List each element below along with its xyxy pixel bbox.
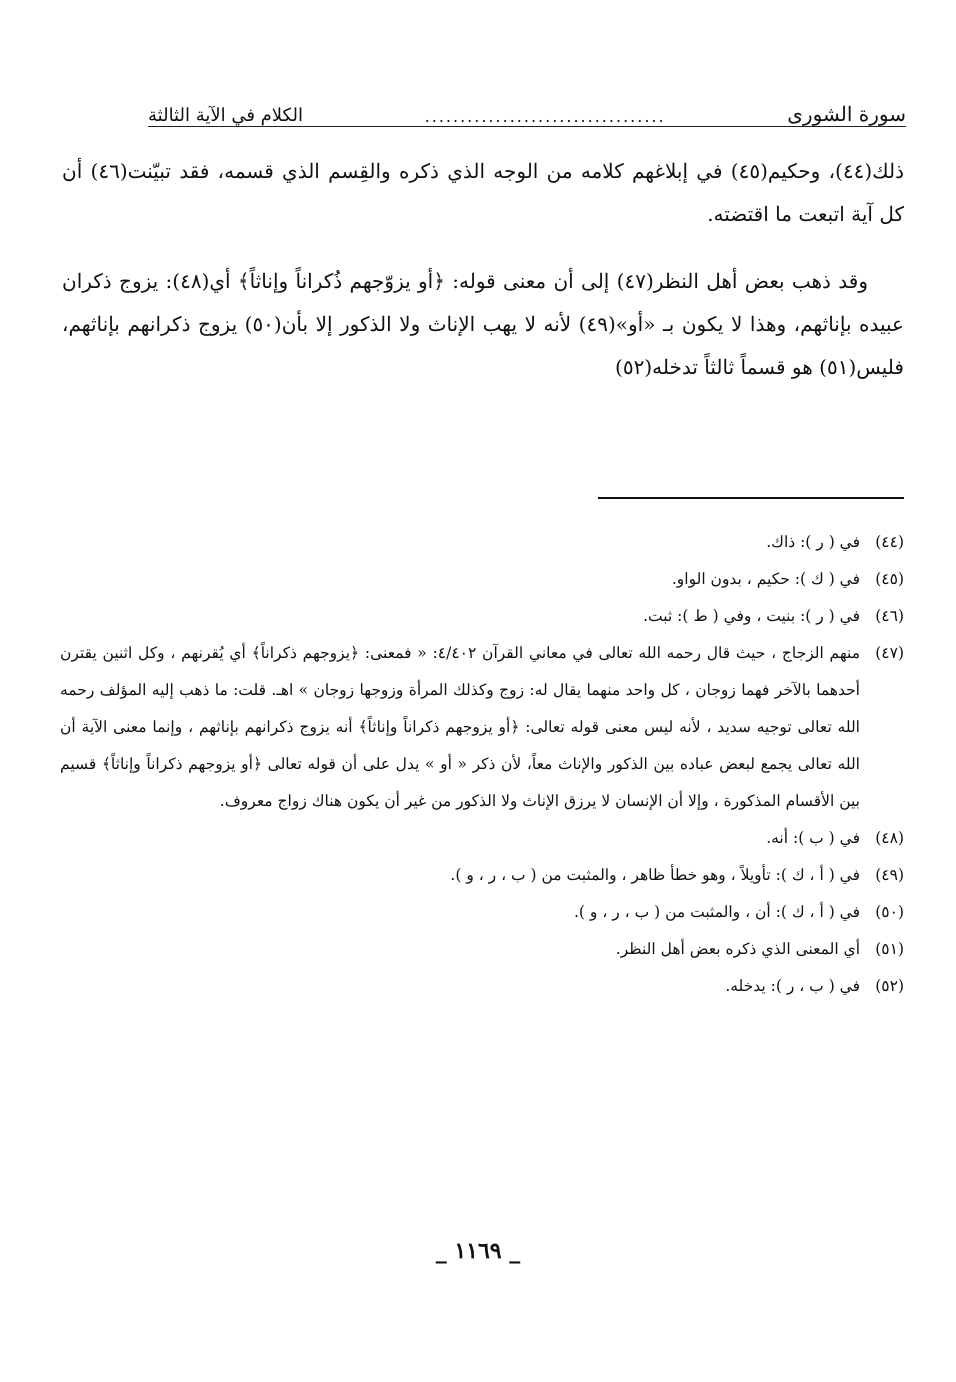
footnotes-list (60, 524, 904, 1005)
running-header (148, 92, 906, 127)
main-paragraph-2: وقد ذهب بعض أهل النظر(٤٧) إلى أن معنى قوله: ﴿أو يزوّجهم ذُكراناً وإناثاً﴾ أي(٤٨): يزوج ذكران عبيده بإناثهم، وهذا لا يكون بـ «أو»(٤٩) لأنه لا يهب الإناث ولا الذكور إلا بأن(٥٠) يزوج ذكرانهم بإناثهم، فليس(٥١) هو قسماً ثالثاً تدخله(٥٢) (62, 269, 904, 379)
footnote-text: في ( أ ، ك ): أن ، والمثبت من ( ب ، ر ، و ). (574, 903, 860, 921)
footnote-item (60, 968, 904, 1005)
footnote-text: في ( ب ، ر ): يدخله. (725, 977, 860, 995)
footnote-text: أي المعنى الذي ذكره بعض أهل النظر. (615, 940, 860, 958)
header-section-title: الكلام في الآية الثالثة (148, 105, 303, 126)
footnote-number: (٤٨) (875, 829, 904, 847)
footnote-number: (٤٦) (875, 607, 904, 625)
footnote-number: (٥٢) (875, 977, 904, 995)
page-number: _ ١١٦٩ _ (435, 1238, 521, 1264)
main-text-body (62, 150, 904, 389)
footnote-item (60, 894, 904, 931)
footnote-item (60, 598, 904, 635)
footnote-number: (٤٥) (875, 570, 904, 588)
footnote-item (60, 561, 904, 598)
footnote-item (60, 820, 904, 857)
footnote-item (60, 857, 904, 894)
footnote-item (60, 524, 904, 561)
header-surah-title: سورة الشورى (787, 102, 906, 126)
main-paragraph-1: ذلك(٤٤)، وحكيم(٤٥) في إبلاغهم كلامه من الوجه الذي ذكره والقِسم الذي قسمه، فقد تبيّنت(٤٦) أن كل آية اتبعت ما اقتضته. (62, 159, 904, 226)
footnote-number: (٥١) (875, 940, 904, 958)
footnote-text: في ( ب ): أنه. (766, 829, 860, 847)
footnote-number: (٤٩) (875, 866, 904, 884)
footnote-text: في ( ر ): ذاك. (766, 533, 860, 551)
footnote-number: (٤٤) (875, 533, 904, 551)
footnote-separator (598, 497, 904, 499)
header-leader-dots: .................................. (424, 107, 666, 126)
footnote-text: في ( أ ، ك ): تأويلاً ، وهو خطأ ظاهر ، والمثبت من ( ب ، ر ، و ). (450, 866, 860, 884)
footnote-text: في ( ر ): بنيت ، وفي ( ط ): ثبت. (643, 607, 860, 625)
footnote-item (60, 931, 904, 968)
footnote-text: منهم الزجاج ، حيث قال رحمه الله تعالى في معاني القرآن ٤/٤٠٢: « فمعنى: ﴿يزوجهم ذكراناً﴾ أي يُقرنهم ، وكل اثنين يقترن أحدهما بالآخر فهما زوجان ، كل واحد منهما يقال له: زوج وكذلك المرأة وزوجها زوجان » اهـ. قلت: ما ذهب إليه المؤلف رحمه الله تعالى توجيه سديد ، لأنه ليس معنى قوله تعالى: ﴿أو يزوجهم ذكراناً وإناثاً﴾ أنه يزوج ذكرانهم بإناثهم ، وإنما معنى الآية أن الله تعالى يجمع لبعض عباده بين الذكور والإناث معاً، لأن ذكر « أو » يدل على أن قوله تعالى ﴿أو يزوجهم ذكراناً وإناثاً﴾ قسيم بين الأقسام المذكورة ، وإلا أن الإنسان لا يرزق الإناث ولا الذكور من غير أن يكون هناك زواج معروف. (60, 644, 860, 810)
footnote-number: (٥٠) (875, 903, 904, 921)
footnote-number: (٤٧) (875, 644, 904, 662)
footnote-text: في ( ك ): حكيم ، بدون الواو. (671, 570, 860, 588)
footnote-item (60, 635, 904, 820)
